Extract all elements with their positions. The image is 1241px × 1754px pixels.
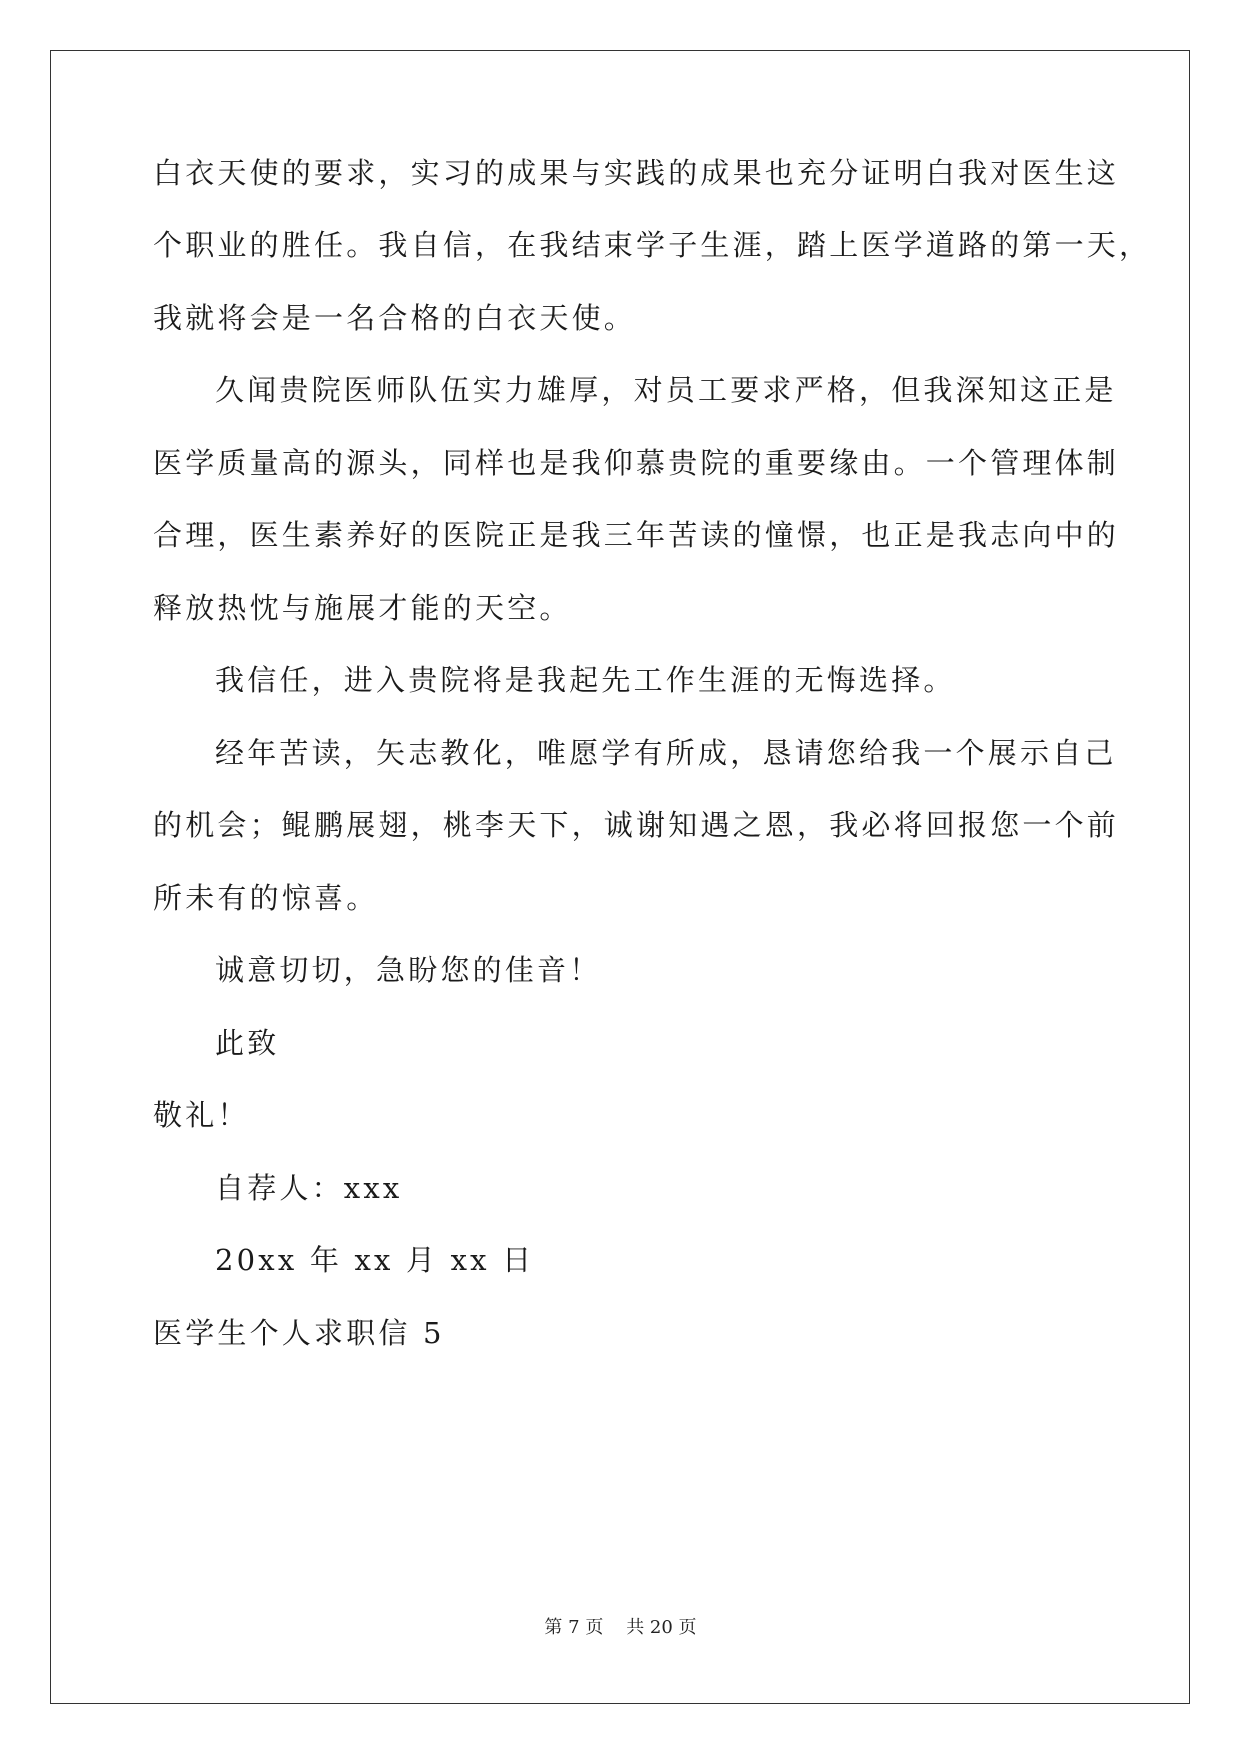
closing-line: 诚意切切，急盼您的佳音！	[215, 953, 602, 987]
section-heading: 医学生个人求职信 5	[153, 1316, 445, 1350]
paragraph-line: 经年苦读，矢志教化，唯愿学有所成，恳请您给我一个展示自己	[215, 736, 1117, 770]
date-line: 20xx 年 xx 月 xx 日	[215, 1243, 535, 1277]
page-number-footer: 第 7 页 共 20 页	[544, 1617, 697, 1638]
paragraph-line: 我信任，进入贵院将是我起先工作生涯的无悔选择。	[215, 663, 956, 697]
salutation-line: 敬礼！	[153, 1098, 250, 1132]
paragraph-line: 所未有的惊喜。	[153, 881, 379, 915]
signature-line: 自荐人：xxx	[215, 1171, 403, 1205]
paragraph-line: 合理，医生素养好的医院正是我三年苦读的憧憬，也正是我志向中的	[153, 518, 1120, 552]
paragraph-line: 的机会；鲲鹏展翅，桃李天下，诚谢知遇之恩，我必将回报您一个前	[153, 808, 1120, 842]
paragraph-line: 释放热忱与施展才能的天空。	[153, 591, 572, 625]
salutation-line: 此致	[215, 1026, 280, 1060]
paragraph-line: 久闻贵院医师队伍实力雄厚，对员工要求严格，但我深知这正是	[215, 373, 1117, 407]
paragraph-line: 医学质量高的源头，同样也是我仰慕贵院的重要缘由。一个管理体制	[153, 446, 1120, 480]
paragraph-line: 个职业的胜任。我自信，在我结束学子生涯，踏上医学道路的第一天，	[153, 228, 1152, 262]
paragraph-line: 我就将会是一名合格的白衣天使。	[153, 301, 637, 335]
paragraph-line: 白衣天使的要求，实习的成果与实践的成果也充分证明白我对医生这	[153, 156, 1120, 190]
